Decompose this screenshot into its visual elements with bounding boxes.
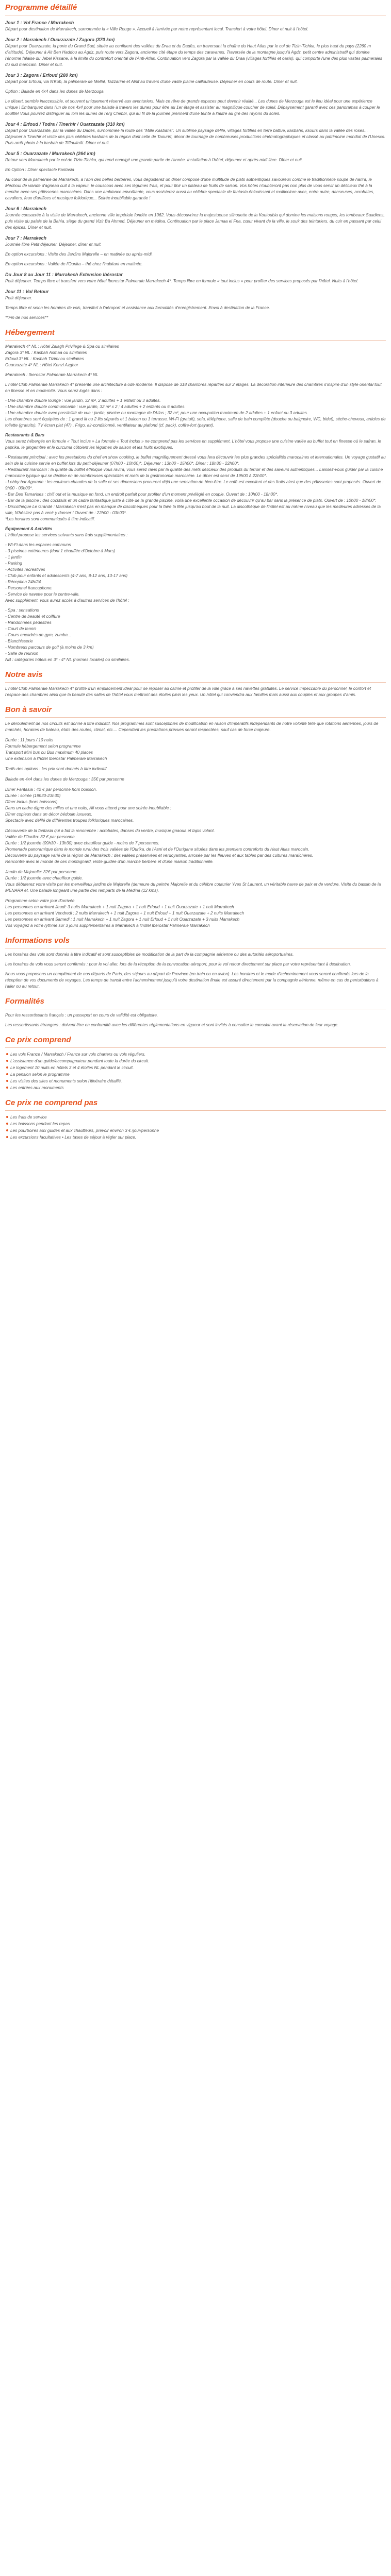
paragraph: Transport Mini bus ou Bus maximum 40 places <box>5 750 93 755</box>
bullet-icon <box>6 1087 8 1089</box>
bullet-icon <box>6 1060 8 1062</box>
paragraph: Pour les ressortissants français : un passeport en cours de validité est obligatoire. <box>5 1013 158 1018</box>
paragraph: Les personnes en arrivant Jeudi: 3 nuits Marrakech + 1 nuit Zagora + 1 nuit Erfoud + 1 nuit Ouarzazate + 1 nuit Marrakech <box>5 905 234 909</box>
spacer <box>5 865 386 869</box>
paragraph: L'hôtel Club Palmeraie Marrakech 4* présente une architecture à ode moderne. Il dispose de 318 chambres réparties sur 2 étages. La décoration intérieure des chambres s'inspire d'un style oriental tout en finesse et en modernité. Vous serez logés dans : <box>5 382 382 393</box>
day-title: Jour 4 : Erfoud / Todra / Tinerhir / Ouarzazate (310 km) <box>5 122 125 127</box>
paragraph: Durée : 11 jours / 10 nuits <box>5 738 54 742</box>
paragraph: - Activités récréatives <box>5 567 45 572</box>
paragraph: Les ressortissants étrangers : doivent être en conformité avec les différentes réglementations en vigueur et sont invités à consulter le consulat avant la réservation de leur voyage. <box>5 1023 339 1027</box>
section-hebergement <box>5 328 386 663</box>
paragraph: Durée : 1/2 journée (09h30 - 13h30) avec chauffeur guide - moins de 7 personnes. <box>5 841 160 845</box>
paragraph: - Blanchisserie <box>5 639 33 643</box>
paragraph: Durée : soirée (19h30-23h30) <box>5 793 61 798</box>
paragraph: Découverte de la fantasia qui a fait la renommée : acrobates, danses du ventre, musique gnaoua et tapis volant. <box>5 828 215 833</box>
divider <box>5 682 386 683</box>
day-block <box>5 272 386 284</box>
paragraph: - Service de navette pour le centre-ville. <box>5 592 80 597</box>
day-paragraph: En Option : Dîner spectacle Fantasia <box>5 167 74 172</box>
spacer <box>5 772 386 776</box>
hotel-line: Marrakech 4* NL : Hôtel Zalagh Privilege & Spa ou similaires <box>5 344 119 349</box>
page <box>0 0 391 1155</box>
day-block <box>5 122 386 146</box>
hotel-extension-line: Marrakech : Iberostar Palmeraie Marrakech 4* NL <box>5 372 99 377</box>
day-paragraph: Petit déjeuner. Temps libre et transfert vers votre hôtel Iberostar Palmeraie Marrakech 4*. Temps libre en formule « tout inclus » pour profiter des services proposés par l'hôtel. Nuits à l'hôtel. <box>5 279 359 283</box>
paragraph: Tarifs des options : les prix sont donnés à titre indicatif <box>5 767 107 771</box>
bullet-icon <box>6 1136 8 1138</box>
paragraph: - 3 piscines extérieures (dont 1 chauffée d'Octobre à Mars) <box>5 549 116 553</box>
paragraph: - Cours encadrés de gym, zumba... <box>5 633 71 637</box>
hotel-line: Zagora 3* NL : Kasbah Asmaa ou similaires <box>5 350 87 355</box>
paragraph: - Salle de réunion <box>5 651 39 656</box>
bullet-icon <box>6 1116 8 1118</box>
day-block <box>5 151 386 201</box>
day-title: Jour 1 : Vol France / Marrakech <box>5 20 74 25</box>
day-title: Jour 7 : Marrakech <box>5 235 47 241</box>
day-paragraph: Départ pour Erfoud, via N'Kob, la palmeraie de Mellal, Tazzarine et Alnif au travers d'une vaste plaine caillouteuse. Déjeuner en cours de route. Dîner et nuit. <box>5 79 298 84</box>
day-block <box>5 73 386 117</box>
paragraph: Découverte du paysage varié de la région de Marrakech : des vallées préservées et verdoyantes, arrosée par les fleuves et aux tables par des cultures maraîchères. <box>5 853 314 858</box>
paragraph: - Club pour enfants et adolescents (4-7 ans, 8-12 ans, 13-17 ans) <box>5 573 128 578</box>
section-bon-a-savoir <box>5 705 386 929</box>
day-paragraph: Journée consacrée à la visite de Marrakech, ancienne ville impériale fondée en 1062. Vous découvrirez la majestueuse silhouette de la Koutoubia qui domine les maisons rouges, les tombeaux Saadiens, puis visite du palais de la Bahia, siège du grand Vizir Ba Ahmed. Déjeuner en médina. Continuation par le place Jamaa el Fna, cœur vivant de la ville, le souk des teinturiers, du cuir en passant par celui des épices. Dîner et nuit. <box>5 213 385 230</box>
bullet-icon <box>6 1053 8 1055</box>
list-item-label: L'assistance d'un guide/accompagnateur pendant toute la durée du circuit. <box>10 1059 150 1063</box>
day-paragraph: Au cœur de la palmeraie de Marrakech, à l'abri des belles berbères, vous dégusterez un dîner composé d'une multitude de plats authentiques savoureux comme le traditionnelle soupe de harira, le Méchoui de viande d'agneau cuit à la vapeur, le couscous avec ses légumes frais, et pour finir un plateau de fruits de saison. Vos hôtes n'oublieront pas non plus de vous servir un délicieux thé à la menthe avec ses pâtisseries marocaines. Dans une ambiance envoûtante, vous assisterez aussi au célèbre spectacle de fantasia éblouissant et multicolore avec, entre autre, danseuses, acrobates, cavaliers, feux d'artifices et musique folklorique... Soirée inoubliable garantie ! <box>5 177 374 200</box>
day-paragraph: Départ pour destination de Marrakech, surnommée la « Ville Rouge ». Accueil à l'arrivée par notre représentant local. Transfert à votre hôtel. Dîner et nuit à l'hôtel. <box>5 27 308 31</box>
bullet-icon <box>6 1123 8 1125</box>
paragraph: NB : catégories hôtels en 3* - 4* NL (normes locales) ou similaires. <box>5 657 130 662</box>
paragraph: - Bar Des Tamarises : chill out et la musique en fond, un endroit parfait pour profiter d'un moment privilégié en couple. Ouvert de : 10h00 - 18h00*. <box>5 492 279 497</box>
paragraph: - Personnel francophone. <box>5 586 53 590</box>
bullet-icon <box>6 1129 8 1131</box>
day-paragraph: Départ pour Ouarzazate, par la vallée du Dadès, surnommée la route des "Mille Kasbahs". Un sublime paysage défile, villages fortifiés en terre battue, kasbahs, ksours dans la vallée des roses... Déjeuner à Tinerhir et visite des plus célèbres kasbahs de la région dont celle de Taourirt, décor de tournage de nombreuses productions cinématographiques et classé au patrimoine mondial de l'Unesco. Puis arrêt photo à la kasbah de Tiffoultoût. Dîner et nuit. <box>5 128 386 145</box>
paragraph: Avec supplément, vous aurez accès à d'autres services de l'hôtel : <box>5 598 129 603</box>
divider <box>5 1047 386 1048</box>
day-paragraph: Retour vers Marrakech par le col de Tizin-Tichka, qui rend enneigé une grande partie de l'année. Installation à l'hôtel, déjeuner et après-midi libre. Dîner et nuit. <box>5 158 303 162</box>
spacer <box>5 733 386 737</box>
day-paragraph: Petit déjeuner. <box>5 296 32 300</box>
list-item <box>5 1121 386 1127</box>
list-item-label: Les frais de service <box>10 1115 47 1120</box>
paragraph: - Réception 24h/24 <box>5 580 41 584</box>
divider <box>5 717 386 718</box>
hotel-description <box>5 382 386 663</box>
section-title-bon-a-savoir: Bon à savoir <box>5 705 52 714</box>
paragraph: Dîner inclus (hors boissons) <box>5 800 58 804</box>
day-title: Jour 6 : Marrakech <box>5 206 47 211</box>
paragraph: Équipement & Activités <box>5 527 53 531</box>
section-title-notre-avis: Notre avis <box>5 670 43 679</box>
paragraph: Les horaires des vols sont donnés à titre indicatif et sont susceptibles de modification de la part de la compagnie aérienne ou des autorités aéroportuaires. <box>5 952 294 957</box>
day-title: Jour 5 : Ouarzazate / Marrakech (264 km) <box>5 151 95 156</box>
day-paragraph: Temps libre et selon les horaires de vols, transfert à l'aéroport et assistance aux formalités d'enregistrement. Envol à destination de la France. <box>5 306 270 310</box>
section-notre-avis <box>5 670 386 698</box>
list-item-label: Les boissons pendant les repas <box>10 1122 70 1126</box>
section-ce-prix-ne-comprend-pas <box>5 1098 386 1141</box>
spacer <box>5 894 386 898</box>
day-block <box>5 20 386 32</box>
paragraph: - Randonnées pédestres <box>5 620 52 625</box>
paragraph: Vos voyagez à votre rythme sur 3 jours supplémentaires à Marrakech à l'hôtel Iberostar Palmeraie Marrakech <box>5 923 210 928</box>
section-title-informations-vols: Informations vols <box>5 936 70 945</box>
divider <box>5 340 386 341</box>
paragraph: Vallée de l'Ourika: 32 € par personne. <box>5 835 76 839</box>
hotel-line: Ouarzazate 4* NL : Hôtel Kenzi Azghor <box>5 363 78 367</box>
paragraph: - Une chambre double lounge : vue jardin, 32 m², 2 adultes + 1 enfant ou 3 adultes. <box>5 398 161 403</box>
day-title: Du Jour 8 au Jour 11 : Marrakech Extension Ibérostar <box>5 272 123 277</box>
day-title: Jour 2 : Marrakech / Ouarzazate / Zagora (370 km) <box>5 37 115 42</box>
day-block <box>5 235 386 267</box>
paragraph: Rencontre avec le monde de ces montagnard, visite guidée d'un marché berbère et d'une maison traditionnelle. <box>5 859 214 864</box>
paragraph: *Les horaires sont communiqués à titre indicatif. <box>5 517 95 521</box>
paragraph: Les horaires de vols vous seront confirmés ; pour le vol aller, lors de la réception de la convocation aéroport, pour le vol retour directement sur place par votre représentant à destination. <box>5 962 351 967</box>
paragraph: - Wi-Fi dans les espaces communs <box>5 543 71 547</box>
paragraph: Jardin de Majorelle: 32€ par personne. <box>5 870 78 874</box>
paragraph: - Restaurant principal : avec les prestations du chef en show cooking, le buffet magnifiquement dressé vous fera découvrir les plus grandes spécialités marocaines et internationales. Un voyage gustatif au sein de la cuisine servie en buffet lors du petit-déjeuner (07h00 - 10h00)*. Déjeuner : 13h00 - 15h00*. Dîner : 18h30 - 22h00*. <box>5 455 386 466</box>
day-block <box>5 37 386 68</box>
included-list <box>5 1051 386 1091</box>
list-item <box>5 1078 386 1084</box>
paragraph: - 1 jardin <box>5 555 22 560</box>
spacer <box>5 783 386 787</box>
section-programme <box>5 3 386 321</box>
paragraph: Balade en 4x4 dans les dunes de Merzouga : 35€ par personne <box>5 777 124 782</box>
list-item <box>5 1058 386 1064</box>
list-item-label: Les entrées aux monuments <box>10 1086 64 1090</box>
day-title: Jour 3 : Zagora / Erfoud (280 km) <box>5 73 78 78</box>
list-item <box>5 1064 386 1071</box>
list-item <box>5 1114 386 1121</box>
day-block <box>5 206 386 231</box>
paragraph: - Nombreux parcours de golf (à moins de 3 km) <box>5 645 94 650</box>
paragraph: Le déroulement de nos circuits est donné à titre indicatif. Nos programmes sont susceptibles de modification en raison d'impératifs indépendants de notre volonté telle que rotations aériennes, jours de marchés, horaires de bateau, états des routes, climat, etc.... Cependant les prestations prévues seront respectées, sauf cas de force majeure. <box>5 721 379 732</box>
section-title-ce-prix-ne-comprend-pas: Ce prix ne comprend pas <box>5 1098 98 1107</box>
day-paragraph: Le désert, semble inaccessible, et souvent uniquement réservé aux aventuriers. Mais ce rêve de grands espaces peut devenir réalité... Les dunes de Merzouga est le lieu idéal pour une expérience unique ! Embarquez dans l'un de nos 4x4 pour une balade à travers les dunes pour être au 1er étage et assister au magnifique coucher de soleil. Dépaysement garanti avec ces panoramas à couper le souffle! Vous pourrez distinguer au loin les dunes de l'erg Chebbi, qui au fil de la journée prennent d'une teinte à l'autre au gré des rayons du soleil. <box>5 99 380 116</box>
day-paragraph: Départ pour Ouarzazate, la porte du Grand Sud, située au confluent des vallées du Draa et du Dadès, en traversant la chaîne du Haut Atlas par le col de Tizin-Tichka, le plus haut du pays (2260 m d'altitude). Déjeuner à Ait Ben Haddou au Agdz, puis route vers Zagora, ancienne cité étape du temps des caravanes. Traversée de la montagne jusqu'à Agdz, petit centre administratif qui domine l'énorme falaise du Jebel Kissane, à la limite du contrefort oriental de l'Anti-Atlas. Continuation vers Zagora par la vallée du Draa (villages fortifiés et oasis), qui comporte l'une des plus vastes palmeraies du sud marocain. Dîner et nuit. <box>5 44 383 67</box>
paragraph: Les personnes en arrivant Vendredi : 2 nuits Marrakech + 1 nuit Zagora + 1 nuit Erfoud + 1 nuit Ouarzazate + 2 nuits Marrakech <box>5 911 245 916</box>
paragraph: - Bar de la piscine : des cocktails et un cadre fantastique juste à côté de la grande piscine, voilà une excellente occasion de découvrir qu'au bar sans la présence de plats. Ouvert de : 10h00 - 18h00*. <box>5 498 377 503</box>
paragraph: - Discothèque Le Grandé : Marrakech n'est pas en manque de discothèques pour la faire la fête jusqu'au bout de la nuit. La discothèque de l'hôtel est au même niveau que les meilleures adresses de la ville, N'hésitez pas à venir y danser ! Ouvert de : 22h00 - 03h00*. <box>5 504 381 515</box>
day-block <box>5 289 386 321</box>
paragraph: - Restaurant marocain : la qualité du buffet éthnique vous ravira, vous serez ravis par la qualité des mets délicieux des produits du terroir et des saveurs authentiques... Laissez-vous guider par la cuisine marocaine typique qui se décline en de nombreuses spécialités et mets de la gastronomie marocaine. Le dîner est servi de 19h00 à 22h00*. <box>5 467 383 478</box>
paragraph: Promenade panoramique dans le monde rural des trois vallées de l'Ourika, de l'Asni et de l'Ourigane situées dans les premiers contreforts du Haut Atlas marocain. <box>5 847 309 852</box>
list-item <box>5 1071 386 1078</box>
paragraph: Les personnes en arrivant Samedi : 1 nuit Marrakech + 1 nuit Zagora + 1 nuit Erfoud + 1 nuit Ouarzazate + 3 nuits Marrakech <box>5 917 240 922</box>
paragraph: Spectacle avec défilé de différentes troupes folkloriques marocaines. <box>5 818 134 823</box>
day-title: Jour 11 : Vol Retour <box>5 289 49 294</box>
spacer <box>5 762 386 766</box>
paragraph: Vous débuterez votre visite par les merveilleux jardins de Majorelle (demeure du peintre Majorelle et du célèbre couturier Yves St Laurent, un véritable havre de paix et de verdure. Visite du bassin de la MENARA et. Une balade longeant une partie des remparts de la Médina (12 kms). <box>5 882 381 893</box>
paragraph: - Court de tennis <box>5 626 37 631</box>
list-item <box>5 1134 386 1141</box>
list-item-label: Le logement 10 nuits en hôtels 3 et 4 étoiles NL pendant le circuit. <box>10 1065 134 1070</box>
paragraph: Restaurants & Bars <box>5 433 44 437</box>
day-paragraph: En option excursions : Visite des Jardins Majorelle – en matinée ou après-midi. <box>5 252 153 257</box>
section-title-hebergement: Hébergement <box>5 328 55 337</box>
spacer <box>5 824 386 828</box>
paragraph: Durée : 1/2 journée avec chauffeur guide. <box>5 876 83 880</box>
bullet-icon <box>6 1073 8 1075</box>
day-paragraph: En option excursions : Vallée de l'Ourika – thé chez l'habitant en matinée. <box>5 262 143 266</box>
paragraph: - Parking <box>5 561 22 566</box>
day-paragraph: Journée libre Petit déjeuner, Déjeuner, dîner et nuit. <box>5 242 102 247</box>
list-item-label: Les excursions facultatives • Les taxes de séjour à régler sur place. <box>10 1135 137 1140</box>
paragraph: Dans un cadre digne des milles et une nuits, Ali vous attend pour une soirée inoubliable : <box>5 806 171 810</box>
section-title-programme: Programme détaillé <box>5 3 77 12</box>
paragraph: L'hôtel propose les services suivants sans frais supplémentaires : <box>5 533 128 537</box>
paragraph: - Spa : sensations <box>5 608 39 613</box>
list-item-label: Les visites des sites et monuments selon l'itinéraire détaillé. <box>10 1079 122 1083</box>
paragraph: Dîner Fantasia : 42 € par personne hors boisson. <box>5 787 97 792</box>
paragraph: - Une chambre double communicante : vue jardin, 32 m² x 2 ; 4 adultes + 2 enfants ou 6 adultes. <box>5 404 186 409</box>
bullet-icon <box>6 1080 8 1082</box>
paragraph: Formule hébergement selon programme <box>5 744 81 749</box>
paragraph: - Une chambre double avec possibilité de vue : jardin, piscine ou montagne de l'Atlas ; 32 m², pour une occupation maximum de 2 adultes + 1 enfant ou 3 adultes. <box>5 411 308 415</box>
paragraph: Dîner copieux dans un décor bédouin luxueux. <box>5 812 92 817</box>
section-formalites <box>5 997 386 1028</box>
section-informations-vols <box>5 936 386 990</box>
section-ce-prix-comprend <box>5 1036 386 1091</box>
day-paragraph: Option : Balade en 4x4 dans les dunes de Merzouga <box>5 89 104 94</box>
day-paragraph: **Fin de nos services** <box>5 315 48 320</box>
paragraph: L'hôtel Club Palmeraie Marrakech 4* profite d'un emplacement idéal pour se reposer au calme et profiter de la ville grâce à ses navettes gratuites. Le service impeccable du personnel, le confort et l'espace des chambres ainsi que la beauté des salles de l'hôtel vous mettront des étoiles plein les yeux. Un hôtel qui conviendra aux familles mais aussi aux couples et aux groupes d'amis. <box>5 686 371 697</box>
paragraph: - Lobby bar Agorane : les couleurs chaudes de la salle et ses dimensions procurent déjà une sensation de bien-être. Le café est excellent et des fruits ainsi que des pâtisseries sont proposés. Ouvert de : 9h00 - 00h00*. <box>5 480 384 490</box>
list-item-label: Les vols France / Marrakech / France sur vols charters ou vols réguliers. <box>10 1052 146 1057</box>
paragraph: Nous vous proposons un complément de nos départs de Paris, des séjours au départ de Province (en train ou en avion). Les horaires et le mode d'acheminement vous seront confirmés lors de la réception de vos documents de voyages. Les temps de transit entre l'acheminement jusqu'à votre destination finale est assuré directement par la compagnie aérienne, même en cas de perturbations à l'aller ou au retour. <box>5 972 379 989</box>
hotel-list <box>5 344 386 368</box>
excluded-list <box>5 1114 386 1141</box>
paragraph: Une extension à l'hôtel Iberostar Palmeraie Marrakech <box>5 756 107 761</box>
list-item <box>5 1051 386 1058</box>
bullet-icon <box>6 1066 8 1069</box>
days-list <box>5 20 386 321</box>
paragraph: Les chambres sont équipées de : 1 grand lit ou 2 lits séparés et 1 balcon ou 1 terrasse, Wi-Fi (gratuit), sofa, téléphone, salle de bain complète (douche ou baignoire, WC, bidet), sèche-cheveux, articles de toilette (gratuits), TV écran plat (47) , Frigo, air-conditionné, ventilateur au plafond (cf. pack), coffre-fort (payant). <box>5 417 386 428</box>
list-item <box>5 1084 386 1091</box>
list-item <box>5 1127 386 1134</box>
list-item-label: Les pourboires aux guides et aux chauffeurs, prévoir environ 3 € /jour/personne <box>10 1128 159 1133</box>
section-title-formalites: Formalités <box>5 997 44 1006</box>
hotel-line: Erfoud 3* NL : Kasbah Tizimi ou similaires <box>5 357 84 361</box>
paragraph: Programme selon votre jour d'arrivée <box>5 899 75 903</box>
section-title-ce-prix-comprend: Ce prix comprend <box>5 1036 71 1044</box>
paragraph: Vous serez hébergés en formule « Tout inclus » La formule « Tout inclus » ne comprend pas les services en supplément. L'hôtel vous propose une cuisine variée au buffet tout en finesse où le safran, le paprika, le gingembre et le curcuma côtoient les légumes de saison et les fruits exotiques. <box>5 439 381 450</box>
divider <box>5 1110 386 1111</box>
bon-a-savoir-body <box>5 721 386 929</box>
paragraph: - Centre de beauté et coiffure <box>5 614 60 619</box>
list-item-label: La pension selon le programme <box>10 1072 70 1077</box>
